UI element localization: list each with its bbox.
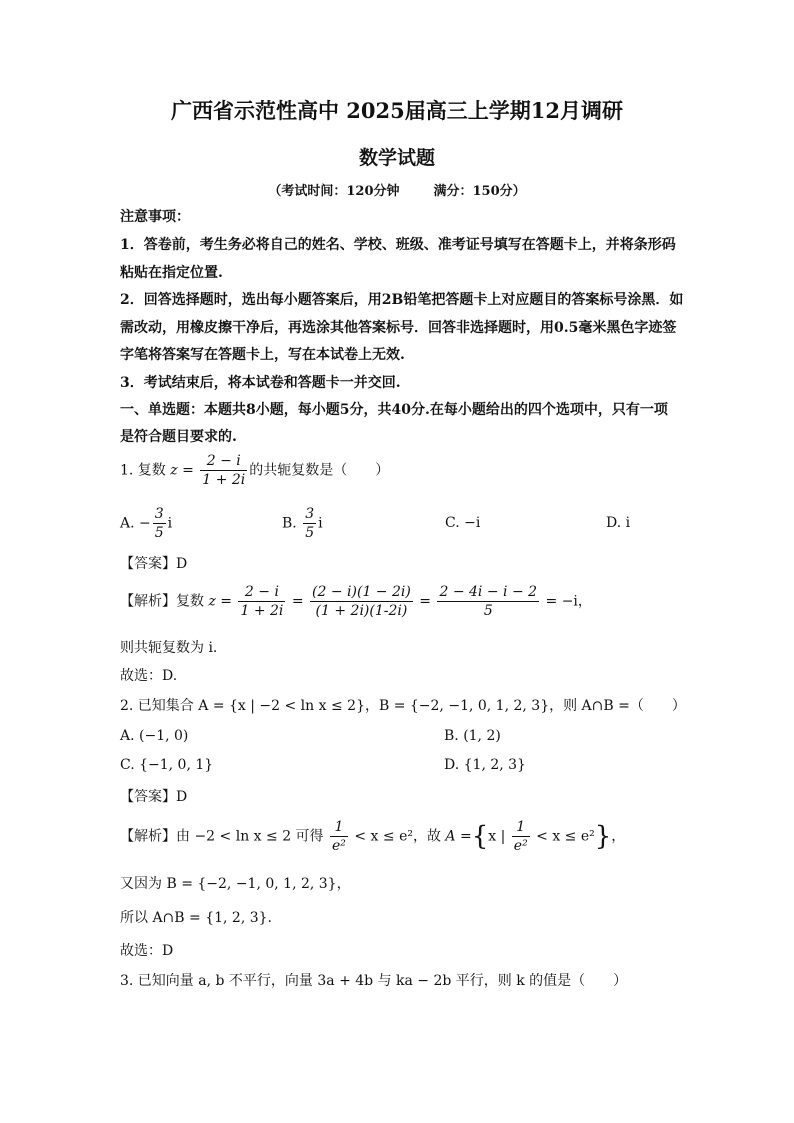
q2-line-b: 又因为 B = {−2, −1, 0, 1, 2, 3}， (120, 876, 351, 892)
exam-time: （考试时间：120分钟 (268, 184, 400, 199)
q2-stem: 2. 已知集合 A = {x | −2 < ln x ≤ 2}，B = {−2, −1, 0, 1, 2, 3}，则 A∩B =（ ） (120, 698, 686, 714)
q1-option-c: C. −i (445, 515, 481, 531)
q2-line-c: 所以 A∩B = {1, 2, 3}. (120, 910, 272, 926)
note-2b: 需改动，用橡皮擦干净后，再选涂其他答案标号．回答非选择题时，用0.5毫米黑色字迹签 (120, 320, 677, 336)
q1-choose: 故选：D. (120, 668, 178, 684)
section1-line-b: 是符合题目要求的. (120, 429, 237, 445)
q1-analysis: 【解析】复数 z = $\frac{2 - i}{1 + 2i}$ = $\frac{(2 - i)(1 - 2i)}{(1 + 2i)(1-2i)}$ = $\frac{2 - 4i - i - 2}{5}$ = −i， (120, 584, 592, 619)
exam-title: 广西省示范性高中 2025届高三上学期12月调研 (171, 98, 623, 123)
q2-answer: 【答案】D (120, 789, 188, 805)
note-1b: 粘贴在指定位置. (120, 265, 223, 281)
q1-conjugate: 则共轭复数为 i. (120, 640, 218, 656)
q2-option-a: A. (−1, 0) (120, 728, 189, 744)
q2-analysis: 【解析】由 −2 < ln x ≤ 2 可得 $\frac{1}{\text{e²}}$ < x ≤ e²，故 A ={x | $\frac{1}{\text{e²}}$ < x ≤ e²}， (120, 819, 626, 854)
q3-stem: 3. 已知向量 a, b 不平行，向量 3a + 4b 与 ka − 2b 平行，则 k 的值是（ ） (120, 973, 628, 989)
note-2a: 2．回答选择题时，选出每小题答案后，用2B铅笔把答题卡上对应题目的答案标号涂黑．如 (120, 292, 684, 308)
note-3: 3．考试结束后，将本试卷和答题卡一并交回. (120, 375, 401, 391)
q1-fraction: $\frac{2 - i}{1 + 2i}$ (202, 453, 246, 488)
q2-option-c: C. {−1, 0, 1} (120, 757, 214, 773)
exam-score: 满分：150分） (433, 184, 526, 199)
q2-option-b: B. (1, 2) (444, 728, 501, 744)
q1-option-b: B. $\frac{3}{5}$ i (282, 506, 323, 541)
notes-heading: 注意事项： (120, 209, 190, 225)
exam-time-score (0, 180, 794, 199)
q2-choose: 故选：D (120, 943, 174, 959)
q1-stem: 1. 复数 z = $\frac{2 - i}{1 + 2i}$ 的共轭复数是（ ） (120, 453, 390, 488)
note-2c: 字笔将答案写在答题卡上，写在本试卷上无效. (120, 347, 405, 363)
q2-option-d: D. {1, 2, 3} (444, 757, 526, 773)
section1-line-a: 一、单选题：本题共8小题，每小题5分，共40分.在每小题给出的四个选项中，只有一项 (120, 402, 668, 418)
q1-answer: 【答案】D (120, 556, 188, 572)
q1-option-d: D. i (606, 515, 631, 531)
exam-subtitle: 数学试题 (358, 147, 435, 169)
note-1a: 1．答卷前，考生务必将自己的姓名、学校、班级、准考证号填写在答题卡上，并将条形码 (120, 237, 676, 253)
q1-option-a: A. − $\frac{3}{5}$ i (120, 506, 173, 541)
